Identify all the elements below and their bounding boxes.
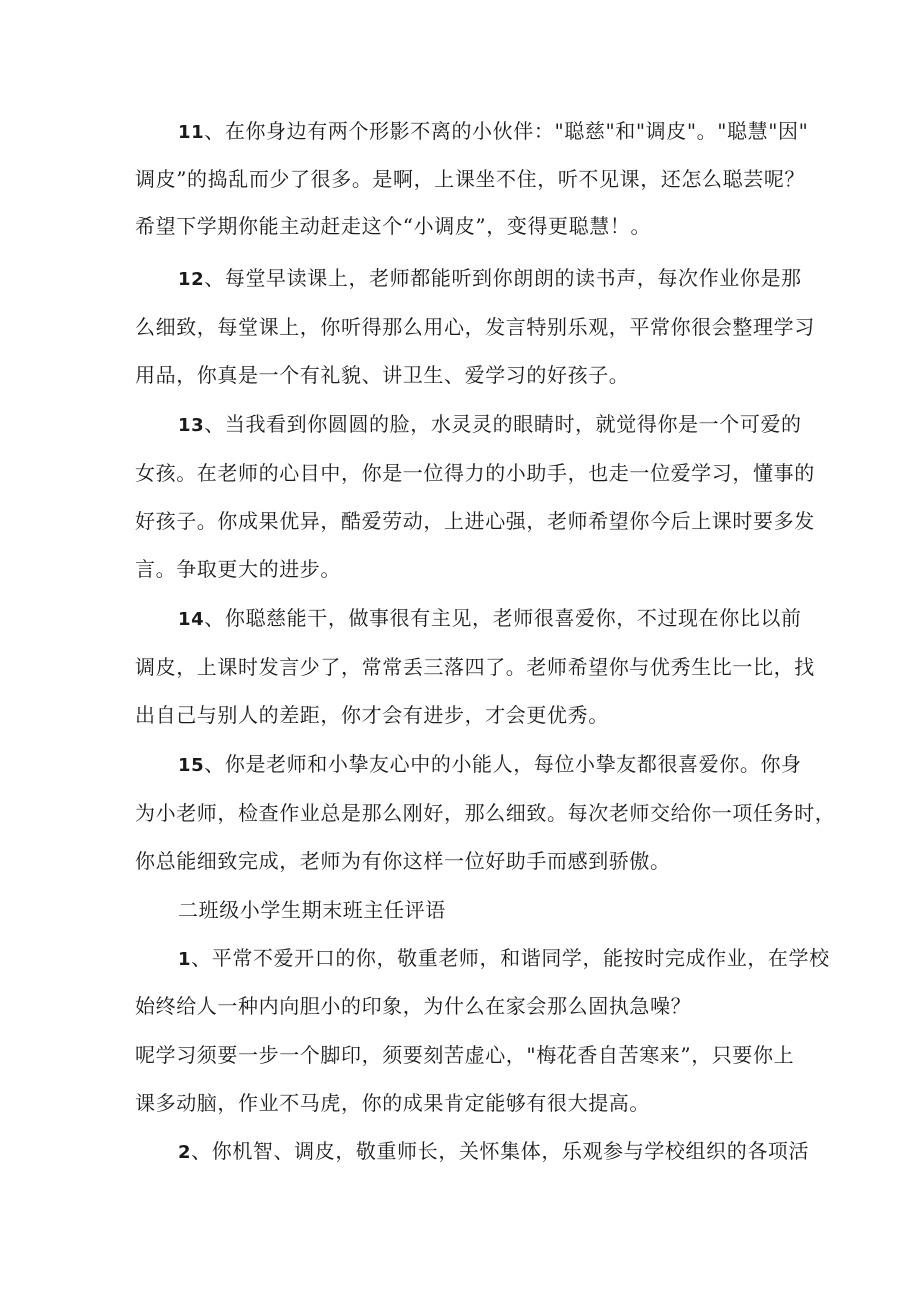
paragraph-15-line-1: 15、你是老师和小挚友心中的小能人，每位小挚友都很喜爱你。你身 [178,752,802,776]
paragraph-number: 13 [178,415,205,436]
paragraph-12-line-3: 用品，你真是一个有礼貌、讲卫生、爱学习的好孩子。 [135,363,630,387]
paragraph-13-line-2: 女孩。在老师的心目中，你是一位得力的小助手，也走一位爱学习，懂事的 [135,461,815,485]
paragraph-number: 2 [178,1142,192,1163]
section-title: 二班级小学生期末班主任评语 [178,898,446,922]
paragraph-15-line-2: 为小老师，检查作业总是那么刚好，那么细致。每次老师交给你一项任务时， [135,801,836,825]
paragraph-number: 15 [178,755,205,776]
paragraph-11-line-1: 11、在你身边有两个形影不离的小伙伴："聪慈"和"调皮"。"聪慧"因" [178,119,809,143]
section-paragraph-1-line-1: 1、平常不爱开口的你，敬重老师，和谐同学，能按时完成作业，在学校 [178,946,830,970]
paragraph-number: 11 [178,122,205,143]
paragraph-14-line-1: 14、你聪慈能干，做事很有主见，老师很喜爱你，不过现在你比以前 [178,606,802,630]
section-paragraph-1-line-4: 课多动脑，作业不马虎，你的成果肯定能够有很大提高。 [135,1091,650,1115]
paragraph-number: 1 [178,949,192,970]
paragraph-14-line-2: 调皮，上课时发言少了，常常丢三落四了。老师希望你与优秀生比一比，找 [135,655,815,679]
paragraph-13-line-1: 13、当我看到你圆圆的脸，水灵灵的眼睛时，就觉得你是一个可爱的 [178,412,802,436]
paragraph-14-line-3: 出自己与别人的差距，你才会有进步，才会更优秀。 [135,703,609,727]
paragraph-11-line-2: 调皮”的捣乱而少了很多。是啊，上课坐不住，听不见课，还怎么聪芸呢？ [135,167,806,191]
section-paragraph-1-line-3: 呢学习须要一步一个脚印，须要刻苦虚心，"梅花香自苦寒来”，只要你上 [135,1043,795,1067]
paragraph-11-line-3: 希望下学期你能主动赶走这个“小调皮”，变得更聪慧！。 [135,214,652,238]
paragraph-12-line-1: 12、每堂早读课上，老师都能听到你朗朗的读书声，每次作业你是那 [178,266,802,290]
paragraph-12-line-2: 么细致，每堂课上，你听得那么用心，发言特别乐观，平常你很会整理学习 [135,315,815,339]
section-paragraph-1-line-2: 始终给人一种内向胆小的印象，为什么在家会那么固执急噪？ [135,994,692,1018]
section-paragraph-2-line-1: 2、你机智、调皮，敬重师长，关怀集体，乐观参与学校组织的各项活 [178,1139,810,1163]
paragraph-number: 14 [178,609,205,630]
paragraph-number: 12 [178,269,205,290]
paragraph-13-line-3: 好孩子。你成果优异，酷爱劳动，上进心强，老师希望你今后上课时要多发 [135,509,815,533]
paragraph-15-line-3: 你总能细致完成，老师为有你这样一位好助手而感到骄傲。 [135,849,671,873]
paragraph-13-line-4: 言。争取更大的进步。 [135,557,341,581]
